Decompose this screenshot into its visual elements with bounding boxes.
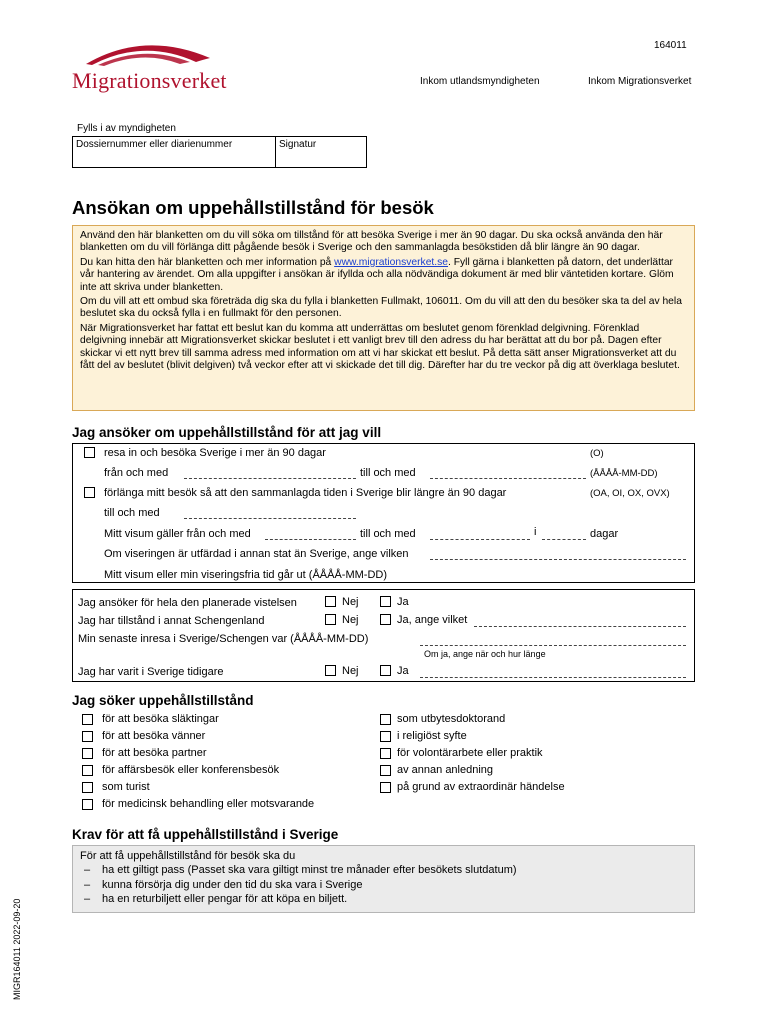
reason-label: för affärsbesök eller konferensbesök (102, 764, 280, 776)
reason-label: i religiöst syfte (397, 730, 467, 742)
visit-to-date-field[interactable] (430, 478, 586, 479)
section-heading-requirements: Krav för att få uppehållstillstånd i Sverige (72, 827, 339, 842)
last-entry-question: Min senaste inresa i Sverige/Schengen var (ÅÅÅÅ-MM-DD) (78, 633, 369, 645)
reason-label: för medicinsk behandling eller motsvarande (102, 798, 315, 810)
visa-expires-label: Mitt visum eller min viseringsfria tid går ut (ÅÅÅÅ-MM-DD) (104, 569, 387, 581)
received-abroad-label: Inkom utlandsmyndigheten (420, 76, 540, 87)
visited-before-question: Jag har varit i Sverige tidigare (78, 666, 224, 678)
schengen-permit-question: Jag har tillstånd i annat Schengenland (78, 615, 265, 627)
visa-other-state-label: Om viseringen är utfärdad i annan stat än Sverige, ange vilken (104, 548, 409, 560)
signature-label: Signatur (279, 139, 317, 150)
received-agency-label: Inkom Migrationsverket (588, 76, 692, 87)
visa-i-label: i (534, 526, 537, 538)
last-entry-date-field[interactable] (420, 645, 686, 646)
yes-label: Ja (397, 665, 409, 677)
list-item: – ha ett giltigt pass (Passet ska vara giltigt minst tre månader efter besökets slutdatum) (84, 864, 517, 877)
no-label: Nej (342, 596, 359, 608)
dossier-number-field[interactable] (73, 137, 276, 167)
from-label: från och med (104, 467, 169, 479)
visa-to-field[interactable] (430, 539, 530, 540)
whole-stay-no-checkbox[interactable] (325, 596, 336, 607)
dossier-label: Dossiernummer eller diarienummer (76, 139, 233, 150)
code-extend: (OA, OI, OX, OVX) (590, 488, 670, 499)
requirements-intro: För att få uppehållstillstånd för besök ska du (80, 850, 296, 862)
if-yes-hint: Om ja, ange när och hur länge (424, 649, 546, 659)
reason-label: på grund av extraordinär händelse (397, 781, 565, 793)
reason-checkbox[interactable] (380, 765, 391, 776)
whole-stay-question: Jag ansöker för hela den planerade vistelsen (78, 597, 297, 609)
section-heading-permit-type: Jag söker uppehållstillstånd (72, 693, 254, 708)
visited-details-field[interactable] (420, 677, 686, 678)
days-label: dagar (590, 528, 619, 540)
date-format-hint: (ÅÅÅÅ-MM-DD) (590, 468, 658, 479)
reason-label: av annan anledning (397, 764, 494, 776)
authority-box (72, 136, 367, 168)
extend-to-label: till och med (104, 507, 160, 519)
schengen-country-field[interactable] (474, 626, 686, 627)
reason-label: för att besöka släktingar (102, 713, 219, 725)
whole-stay-yes-checkbox[interactable] (380, 596, 391, 607)
schengen-yes-checkbox[interactable] (380, 614, 391, 625)
to-label: till och med (360, 467, 416, 479)
extend-option-label: förlänga mitt besök så att den sammanlagda tiden i Sverige blir längre än 90 dagar (104, 487, 507, 499)
list-item: – kunna försörja dig under den tid du ska vara i Sverige (84, 878, 363, 891)
page-title: Ansökan om uppehållstillstånd för besök (72, 197, 434, 218)
info-box (72, 225, 695, 411)
visit-option-label: resa in och besöka Sverige i mer än 90 dagar (104, 447, 326, 459)
list-item: – ha en returbiljett eller pengar för att köpa en biljett. (84, 893, 348, 906)
schengen-no-checkbox[interactable] (325, 614, 336, 625)
reason-checkbox[interactable] (380, 731, 391, 742)
purpose-frame (72, 443, 695, 583)
reason-label: för volontärarbete eller praktik (397, 747, 543, 759)
reason-checkbox[interactable] (380, 714, 391, 725)
reason-label: som turist (102, 781, 150, 793)
authority-caption: Fylls i av myndigheten (77, 123, 176, 134)
form-number: 164011 (654, 40, 687, 51)
reason-checkbox[interactable] (82, 782, 93, 793)
website-link[interactable]: www.migrationsverket.se (334, 256, 449, 268)
info-paragraph: När Migrationsverket har fattat ett beslut kan du komma att underrättas om beslutet genom förenklad delgivning. Förenklad delgivning innebär att Migrationsverket skickar beslutet i ett vanligt brev till den adress du har berättat att du bor på. Dagen efter skickar vi ett nytt brev till samma adress med information om att vi har skickat ett beslut. På detta sätt anser Migrationsverket att du fått del av beslutet (blivit delgiven) två veckor efter att vi skickade det till dig. Därefter har du tre veckor på dig att överklaga beslutet. (80, 322, 680, 372)
signature-field[interactable] (276, 137, 366, 167)
reason-label: för att besöka vänner (102, 730, 206, 742)
visa-days-field[interactable] (542, 539, 586, 540)
info-paragraph: Du kan hitta den här blanketten och mer information på www.migrationsverket.se. Fyll gärna i blanketten på datorn, det underlättar vår hantering av ärendet. Om alla uppgifter i ansökan är ifyllda och alla nödvändiga dokument är med blir väntetiden kortare. Glöm inte att skriva under blanketten. (80, 256, 674, 293)
visa-other-state-field[interactable] (430, 559, 686, 560)
no-label: Nej (342, 665, 359, 677)
logo-arc-icon (84, 40, 212, 66)
yes-which-label: Ja, ange vilket (397, 614, 468, 626)
visit-from-date-field[interactable] (184, 478, 356, 479)
logo: Migrationsverket (72, 68, 227, 93)
visa-to-label: till och med (360, 528, 416, 540)
reason-label: som utbytesdoktorand (397, 713, 506, 725)
reason-checkbox[interactable] (82, 731, 93, 742)
visit-checkbox[interactable] (84, 447, 95, 458)
reason-checkbox[interactable] (82, 714, 93, 725)
extend-to-date-field[interactable] (184, 518, 356, 519)
reason-checkbox[interactable] (82, 765, 93, 776)
visa-from-field[interactable] (265, 539, 356, 540)
visa-valid-label: Mitt visum gäller från och med (104, 528, 251, 540)
code-o: (O) (590, 448, 604, 459)
extend-checkbox[interactable] (84, 487, 95, 498)
no-label: Nej (342, 614, 359, 626)
reason-label: för att besöka partner (102, 747, 207, 759)
reason-checkbox[interactable] (380, 782, 391, 793)
section-heading-purpose: Jag ansöker om uppehållstillstånd för att jag vill (72, 425, 382, 440)
visited-yes-checkbox[interactable] (380, 665, 391, 676)
reason-checkbox[interactable] (82, 748, 93, 759)
info-paragraph: Om du vill att ett ombud ska företräda dig ska du fylla i blanketten Fullmakt, 106011. Om du vill att den du besöker ska ta del av hela beslutet ska du också fylla i en fullmakt för den personen. (80, 296, 682, 320)
reason-checkbox[interactable] (82, 799, 93, 810)
yes-label: Ja (397, 596, 409, 608)
info-paragraph: Använd den här blanketten om du vill söka om tillstånd för att besöka Sverige i mer än 90 dagar. Du ska också använda den här blanketten om du vill förlänga ditt pågående besök i Sverige och den sammanlagda besökstiden då blir längre än 90 dagar. (80, 230, 663, 254)
requirements-box (72, 845, 695, 913)
visited-no-checkbox[interactable] (325, 665, 336, 676)
form-version-code: MIGR164011 2022-09-20 (12, 898, 22, 1000)
reason-checkbox[interactable] (380, 748, 391, 759)
